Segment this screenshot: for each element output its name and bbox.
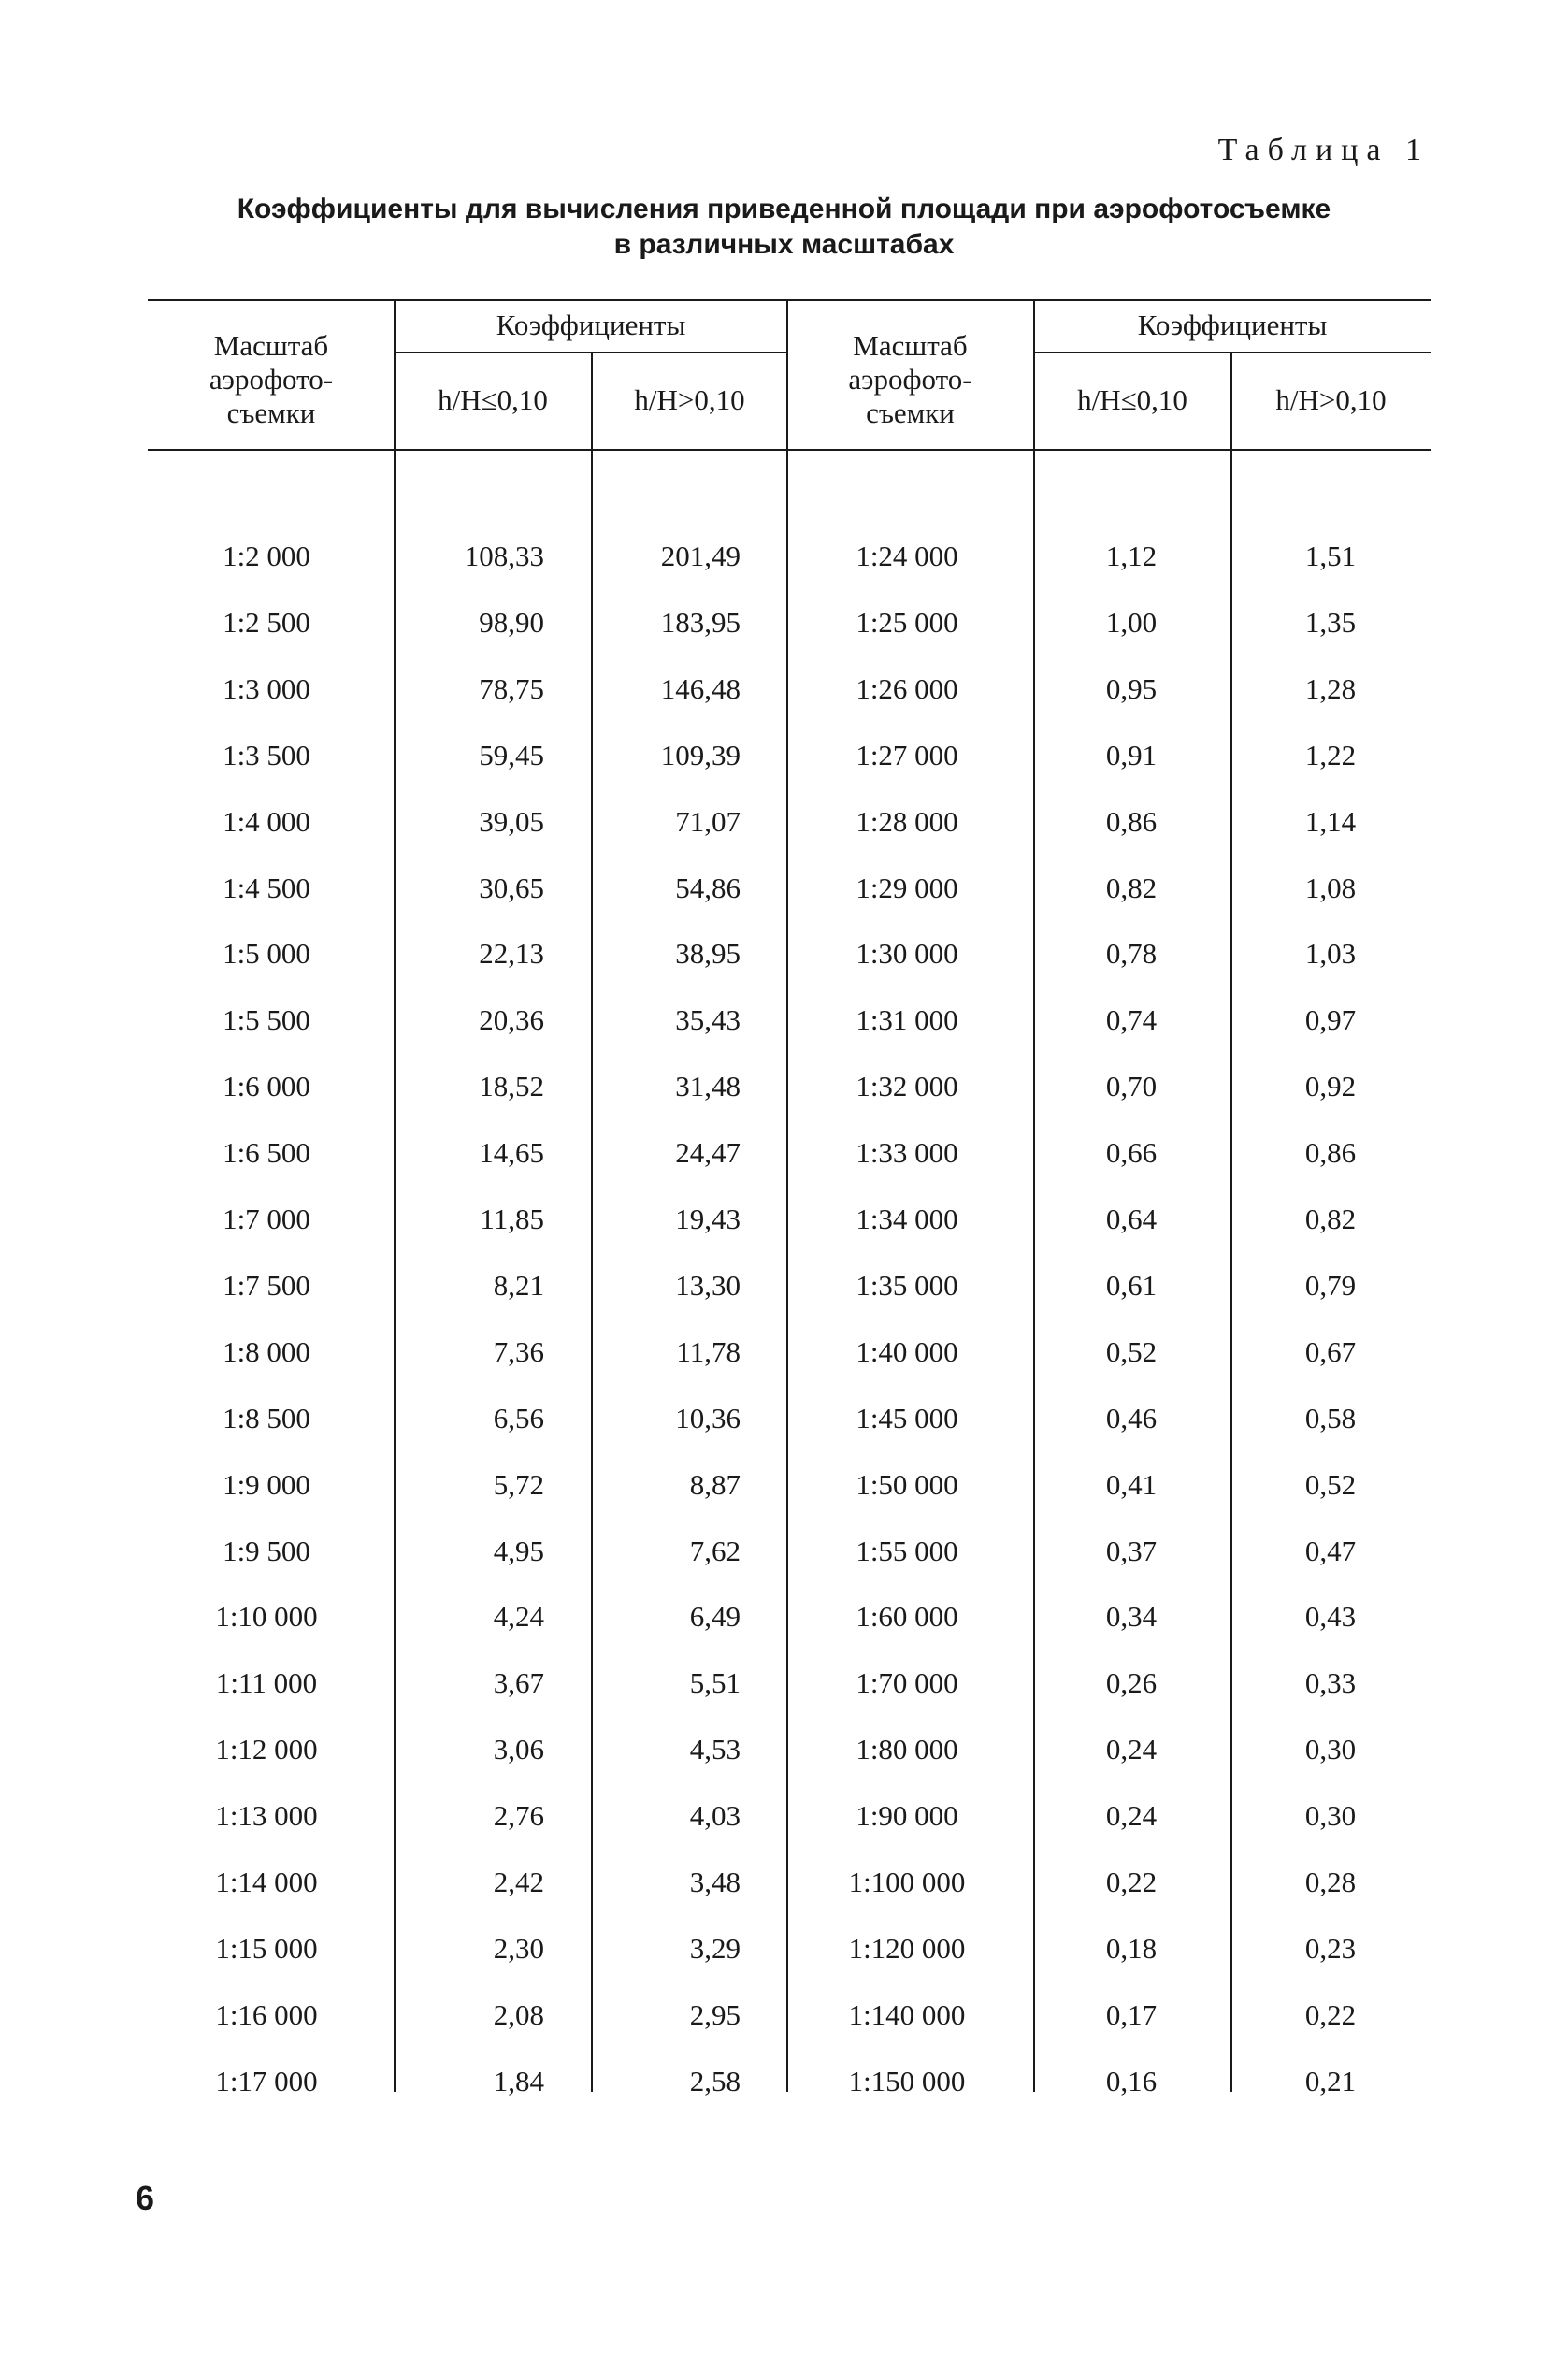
scale-left-cell: 1:8 000: [223, 1334, 310, 1368]
table-row: [0, 723, 1568, 788]
coef-high-left-cell: 10,36: [675, 1401, 741, 1434]
coef-high-right-cell: 1,22: [1304, 738, 1357, 771]
coef-low-left-cell: 108,33: [464, 540, 544, 572]
scale-left-cell: 1:2 500: [223, 605, 310, 639]
table-row: [0, 1054, 1568, 1119]
coef-low-right-cell: 0,52: [1105, 1334, 1158, 1368]
header-coef-group-left: Коэффициенты: [496, 309, 686, 341]
coef-high-left-cell: 7,62: [689, 1534, 741, 1567]
header-scale-left: [150, 329, 393, 430]
header-scale-line-3: съемки: [226, 396, 316, 429]
coef-low-right-cell: 0,86: [1105, 804, 1158, 838]
coef-low-right-cell: 0,22: [1105, 1866, 1158, 1898]
scale-left-cell: 1:14 000: [215, 1866, 318, 1898]
coef-low-right-cell: 0,74: [1105, 1003, 1158, 1037]
coef-low-right-cell: 0,17: [1105, 1997, 1158, 2031]
coef-low-right-cell: 0,16: [1105, 2064, 1158, 2097]
coef-high-right-cell: 1,51: [1304, 540, 1357, 572]
coef-high-right-cell: 0,33: [1304, 1666, 1357, 1700]
header-scale-right: [787, 329, 1033, 430]
scale-left-cell: 1:3 500: [223, 738, 310, 771]
table-row: [0, 789, 1568, 855]
coef-low-right-cell: 0,70: [1105, 1070, 1158, 1103]
coef-high-left-cell: 3,48: [689, 1866, 741, 1898]
coef-high-left-cell: 4,53: [689, 1733, 741, 1766]
coef-high-right-cell: 0,30: [1304, 1799, 1357, 1833]
coef-low-right-cell: 0,34: [1105, 1600, 1158, 1634]
coef-high-right-cell: 0,30: [1304, 1733, 1357, 1766]
coef-low-left-cell: 7,36: [493, 1334, 544, 1368]
header-coef-group-right: Коэффициенты: [1137, 309, 1328, 341]
scale-right-cell: 1:30 000: [856, 937, 958, 971]
header-bottom-rule: [148, 449, 1431, 451]
coef-high-right-cell: 1,08: [1304, 871, 1357, 904]
coef-high-right-cell: 0,58: [1304, 1401, 1357, 1434]
coef-high-right-cell: 0,86: [1304, 1136, 1357, 1170]
coef-high-left-cell: 71,07: [675, 804, 741, 838]
header-scale-line-1: Масштаб: [213, 329, 329, 362]
header-col-high-left: h/H>0,10: [634, 383, 745, 416]
coef-low-right-cell: 0,91: [1105, 738, 1158, 771]
coef-high-right-cell: 0,21: [1304, 2064, 1357, 2097]
scale-left-cell: 1:17 000: [215, 2064, 318, 2097]
coef-low-left-cell: 5,72: [493, 1467, 544, 1501]
table-row: [0, 1783, 1568, 1849]
scale-right-cell: 1:34 000: [856, 1203, 958, 1235]
scale-left-cell: 1:13 000: [215, 1799, 318, 1833]
coef-high-left-cell: 5,51: [689, 1666, 741, 1700]
table-row: [0, 1253, 1568, 1319]
header-scale-line-1: Масштаб: [853, 329, 968, 362]
scale-right-cell: 1:150 000: [848, 2064, 966, 2097]
table-row: [0, 1916, 1568, 1982]
table-row: [0, 1650, 1568, 1716]
table-row: [0, 590, 1568, 656]
header-scale-line-2: аэрофото-: [848, 363, 972, 396]
coef-high-right-cell: 1,35: [1304, 605, 1357, 639]
coef-low-right-cell: 0,95: [1105, 671, 1158, 705]
scale-right-cell: 1:120 000: [848, 1931, 966, 1965]
coef-high-left-cell: 183,95: [660, 605, 741, 639]
coef-high-right-cell: 1,28: [1304, 671, 1357, 705]
scale-right-cell: 1:90 000: [856, 1799, 958, 1833]
scale-right-cell: 1:27 000: [856, 738, 958, 771]
coef-low-right-cell: 0,82: [1105, 871, 1158, 904]
coef-high-left-cell: 8,87: [689, 1467, 741, 1501]
coef-high-left-cell: 6,49: [689, 1600, 741, 1634]
scale-right-cell: 1:60 000: [856, 1600, 958, 1634]
scale-right-cell: 1:70 000: [856, 1666, 958, 1700]
scale-left-cell: 1:10 000: [215, 1600, 318, 1634]
coef-high-left-cell: 2,58: [689, 2064, 741, 2097]
scale-left-cell: 1:3 000: [223, 671, 310, 705]
header-col-high-right: h/H>0,10: [1275, 383, 1387, 416]
page-number: 6: [136, 2179, 155, 2217]
table-row: [0, 1717, 1568, 1782]
coef-high-right-cell: 0,23: [1304, 1931, 1357, 1965]
coef-low-left-cell: 6,56: [493, 1401, 544, 1434]
scale-left-cell: 1:15 000: [215, 1931, 318, 1965]
coef-high-left-cell: 2,95: [689, 1997, 741, 2031]
coef-low-right-cell: 1,12: [1105, 540, 1158, 572]
scale-right-cell: 1:28 000: [856, 804, 958, 838]
coef-low-left-cell: 3,67: [493, 1666, 544, 1700]
coef-low-right-cell: 0,41: [1105, 1467, 1158, 1501]
coef-low-left-cell: 78,75: [479, 671, 544, 705]
coef-high-right-cell: 0,28: [1304, 1866, 1357, 1898]
coef-low-left-cell: 4,24: [493, 1600, 544, 1634]
coef-low-left-cell: 4,95: [493, 1534, 544, 1567]
coef-high-right-cell: 0,67: [1304, 1334, 1357, 1368]
coef-low-left-cell: 2,42: [493, 1866, 544, 1898]
table-row: [0, 921, 1568, 987]
coef-high-right-cell: 0,22: [1304, 1997, 1357, 2031]
scale-right-cell: 1:35 000: [856, 1268, 958, 1302]
coef-high-left-cell: 201,49: [660, 540, 741, 572]
coef-low-left-cell: 11,85: [480, 1203, 544, 1235]
coef-low-left-cell: 20,36: [479, 1003, 544, 1037]
table-row: [0, 1452, 1568, 1518]
coef-low-left-cell: 8,21: [493, 1268, 544, 1302]
table-title: [0, 192, 1568, 263]
table-row: [0, 1386, 1568, 1451]
scale-right-cell: 1:140 000: [848, 1997, 966, 2031]
coef-low-left-cell: 39,05: [479, 804, 544, 838]
coef-low-right-cell: 0,61: [1105, 1268, 1158, 1302]
scale-right-cell: 1:40 000: [856, 1334, 958, 1368]
coef-group-rule-right: [1034, 352, 1431, 353]
title-line-1: Коэффициенты для вычисления приведенной площади при аэрофотосъемке: [237, 194, 1331, 224]
coef-high-right-cell: 0,47: [1304, 1534, 1357, 1567]
table-row: [0, 987, 1568, 1053]
table-label: Таблица 1: [1217, 133, 1430, 167]
scale-left-cell: 1:7 500: [223, 1268, 310, 1302]
coef-low-right-cell: 0,64: [1105, 1203, 1158, 1235]
coef-high-right-cell: 0,97: [1304, 1003, 1357, 1037]
coef-low-left-cell: 30,65: [479, 871, 544, 904]
coef-high-left-cell: 24,47: [675, 1136, 741, 1170]
scale-left-cell: 1:9 500: [223, 1534, 310, 1567]
coef-low-left-cell: 2,08: [493, 1997, 544, 2031]
scale-left-cell: 1:5 000: [223, 937, 310, 971]
scale-left-cell: 1:7 000: [223, 1203, 310, 1235]
coef-high-left-cell: 19,43: [675, 1203, 741, 1235]
table-row: [0, 1519, 1568, 1584]
coef-low-right-cell: 0,18: [1105, 1931, 1158, 1965]
coef-low-right-cell: 0,46: [1105, 1401, 1158, 1434]
coef-low-left-cell: 14,65: [479, 1136, 544, 1170]
scale-right-cell: 1:25 000: [856, 605, 958, 639]
scale-right-cell: 1:24 000: [856, 540, 958, 572]
table-row: [0, 2049, 1568, 2114]
title-line-2: в различных масштабах: [613, 229, 955, 260]
coef-high-left-cell: 4,03: [689, 1799, 741, 1833]
table-row: [0, 1187, 1568, 1252]
coef-high-right-cell: 0,43: [1304, 1600, 1357, 1634]
table-row: [0, 656, 1568, 722]
scale-left-cell: 1:5 500: [223, 1003, 310, 1037]
coef-low-right-cell: 0,26: [1105, 1666, 1158, 1700]
coef-high-left-cell: 54,86: [675, 871, 741, 904]
coef-high-left-cell: 146,48: [660, 671, 741, 705]
coef-high-right-cell: 0,82: [1304, 1203, 1357, 1235]
header-scale-line-2: аэрофото-: [209, 363, 334, 396]
coef-high-left-cell: 35,43: [675, 1003, 741, 1037]
header-col-low-right: h/H≤0,10: [1077, 383, 1187, 416]
scale-right-cell: 1:45 000: [856, 1401, 958, 1434]
scale-left-cell: 1:6 500: [223, 1136, 310, 1170]
coef-low-left-cell: 3,06: [493, 1733, 544, 1766]
coef-high-right-cell: 0,92: [1304, 1070, 1357, 1103]
coef-high-right-cell: 0,79: [1304, 1268, 1357, 1302]
header-col-low-left: h/H≤0,10: [438, 383, 548, 416]
coef-low-right-cell: 1,00: [1105, 605, 1158, 639]
coef-low-right-cell: 0,78: [1105, 937, 1158, 971]
scale-left-cell: 1:9 000: [223, 1467, 310, 1501]
table-row: [0, 1120, 1568, 1186]
coef-high-right-cell: 1,03: [1304, 937, 1357, 971]
table-row: [0, 1850, 1568, 1915]
table-row: [0, 524, 1568, 589]
table-row: [0, 1982, 1568, 2048]
scale-left-cell: 1:16 000: [215, 1997, 318, 2031]
scale-right-cell: 1:29 000: [856, 871, 958, 904]
table-row: [0, 1584, 1568, 1650]
coef-high-right-cell: 1,14: [1304, 804, 1357, 838]
coef-low-left-cell: 1,84: [493, 2064, 544, 2097]
coef-low-right-cell: 0,24: [1105, 1799, 1158, 1833]
coef-low-right-cell: 0,66: [1105, 1136, 1158, 1170]
scale-right-cell: 1:100 000: [848, 1866, 966, 1898]
scale-left-cell: 1:4 000: [223, 804, 310, 838]
scale-right-cell: 1:55 000: [856, 1534, 958, 1567]
coef-low-left-cell: 18,52: [479, 1070, 544, 1103]
scale-left-cell: 1:4 500: [223, 871, 310, 904]
scale-right-cell: 1:31 000: [856, 1003, 958, 1037]
header-scale-line-3: съемки: [866, 396, 955, 429]
scale-left-cell: 1:2 000: [223, 540, 310, 572]
scale-left-cell: 1:8 500: [223, 1401, 310, 1434]
coef-high-left-cell: 38,95: [675, 937, 741, 971]
coef-low-left-cell: 2,30: [493, 1931, 544, 1965]
coef-low-right-cell: 0,24: [1105, 1733, 1158, 1766]
scale-right-cell: 1:26 000: [856, 671, 958, 705]
scale-left-cell: 1:6 000: [223, 1070, 310, 1103]
coef-low-left-cell: 2,76: [493, 1799, 544, 1833]
coef-low-left-cell: 22,13: [479, 937, 544, 971]
coef-high-left-cell: 11,78: [676, 1334, 741, 1368]
coef-high-left-cell: 13,30: [675, 1268, 741, 1302]
table-row: [0, 856, 1568, 921]
table-row: [0, 1319, 1568, 1385]
scale-right-cell: 1:80 000: [856, 1733, 958, 1766]
coef-high-left-cell: 109,39: [660, 738, 741, 771]
table-top-rule: [148, 299, 1431, 301]
coef-low-left-cell: 59,45: [479, 738, 544, 771]
scale-left-cell: 1:11 000: [215, 1666, 318, 1700]
scale-right-cell: 1:32 000: [856, 1070, 958, 1103]
coef-low-right-cell: 0,37: [1105, 1534, 1158, 1567]
scale-left-cell: 1:12 000: [215, 1733, 318, 1766]
scale-right-cell: 1:50 000: [856, 1467, 958, 1501]
coef-high-left-cell: 31,48: [675, 1070, 741, 1103]
coef-high-left-cell: 3,29: [689, 1931, 741, 1965]
coef-high-right-cell: 0,52: [1304, 1467, 1357, 1501]
coef-low-left-cell: 98,90: [479, 605, 544, 639]
scale-right-cell: 1:33 000: [856, 1136, 958, 1170]
